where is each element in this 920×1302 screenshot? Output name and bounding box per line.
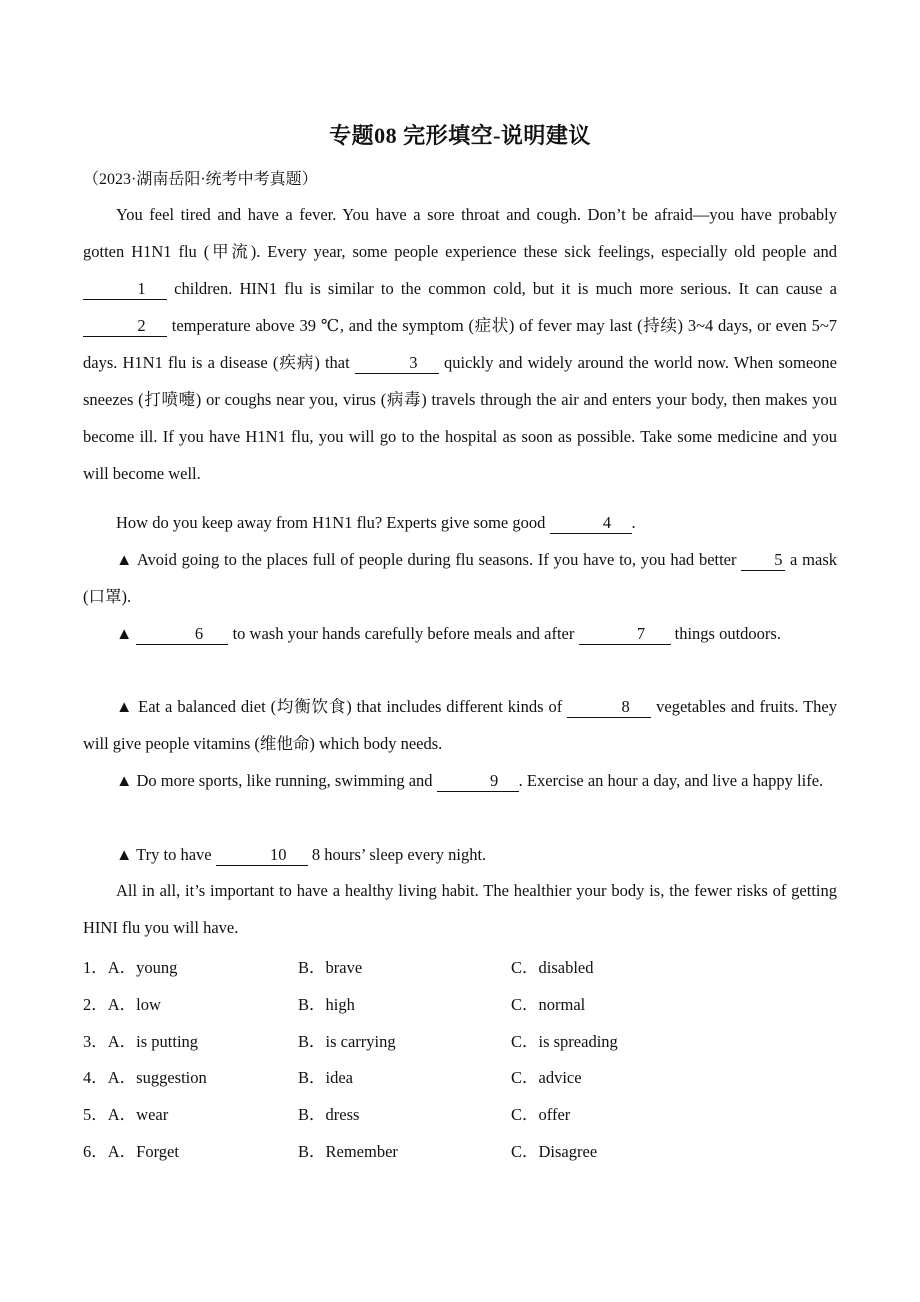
option-b: B．Remember bbox=[298, 1141, 398, 1161]
passage-paragraph-7: ▲ Try to have 10 8 hours’ sleep every night. bbox=[116, 845, 487, 864]
option-a: 2．A．low bbox=[83, 994, 161, 1014]
title-main: 完形填空-说明建议 bbox=[403, 123, 591, 148]
option-c: C．offer bbox=[511, 1105, 571, 1125]
blank-8: 8 bbox=[567, 698, 651, 718]
passage-paragraph-5: ▲ Eat a balanced diet (均衡饮食) that includes different kinds of 8 vegetables and fruits. They will give people vitamins (维他命) which body needs. bbox=[83, 697, 837, 753]
question-row bbox=[83, 1060, 837, 1097]
page-title bbox=[83, 119, 837, 150]
blank-9: 9 bbox=[437, 772, 519, 792]
option-b: B．high bbox=[298, 994, 355, 1014]
blank-6: 6 bbox=[136, 625, 228, 645]
question-row bbox=[83, 1097, 837, 1134]
option-c: C．disabled bbox=[511, 958, 594, 977]
passage-paragraph-8: All in all, it’s important to have a healthy living habit. The healthier your body is, the fewer risks of getting HINI flu you will have. bbox=[83, 881, 837, 937]
passage-paragraph-1: You feel tired and have a fever. You have a sore throat and cough. Don’t be afraid—you have probably gotten H1N1 flu (甲流). Every year, some people experience these sick feelings, especially old people and 1 children. HIN1 flu is similar to the common cold, but it is much more serious. It can cause a 2 temperature above 39 ℃, and the symptom (症状) of fever may last (持续) 3~4 days, or even 5~7 days. H1N1 flu is a disease (疾病) that 3 quickly and widely around the world now. When someone sneezes (打喷嚏) or coughs near you, virus (病毒) travels through the air and enters your body, then makes you become ill. If you have H1N1 flu, you will go to the hospital as soon as possible. Take some medicine and you will become well. bbox=[83, 205, 837, 483]
option-a: 5．A．wear bbox=[83, 1105, 169, 1125]
blank-2: 2 bbox=[83, 317, 167, 337]
option-c: C．is spreading bbox=[511, 1031, 618, 1051]
blank-7: 7 bbox=[579, 625, 671, 645]
question-source: （2023·湖南岳阳·统考中考真题） bbox=[83, 171, 318, 188]
option-a: 4．A．suggestion bbox=[83, 1068, 207, 1088]
blank-1: 1 bbox=[83, 280, 167, 300]
question-row bbox=[83, 950, 837, 987]
passage-paragraph-4: ▲ 6 to wash your hands carefully before meals and after 7 things outdoors. bbox=[116, 624, 781, 643]
question-row bbox=[83, 987, 837, 1024]
question-row bbox=[83, 1024, 837, 1061]
title-prefix: 专题 bbox=[329, 123, 375, 148]
option-a: 1．A．young bbox=[83, 958, 178, 977]
blank-3: 3 bbox=[355, 354, 439, 374]
option-b: B．dress bbox=[298, 1105, 360, 1125]
option-b: B．is carrying bbox=[298, 1031, 396, 1051]
blank-10: 10 bbox=[216, 846, 308, 866]
option-b: B．idea bbox=[298, 1068, 353, 1088]
question-options bbox=[83, 950, 837, 1171]
passage-paragraph-6: ▲ Do more sports, like running, swimming and 9 . Exercise an hour a day, and live a happy life. bbox=[116, 771, 824, 790]
option-a: 3．A．is putting bbox=[83, 1031, 199, 1051]
option-c: C．advice bbox=[511, 1068, 582, 1088]
title-number: 08 bbox=[374, 123, 398, 148]
option-b: B．brave bbox=[298, 958, 363, 977]
option-c: C．Disagree bbox=[511, 1141, 598, 1161]
question-row bbox=[83, 1134, 837, 1171]
option-a: 6．A．Forget bbox=[83, 1141, 179, 1161]
blank-4: 4 bbox=[550, 514, 632, 534]
option-c: C．normal bbox=[511, 994, 586, 1014]
blank-5: 5 bbox=[741, 551, 785, 571]
passage-paragraph-2: How do you keep away from H1N1 flu? Experts give some good 4 . bbox=[116, 513, 636, 532]
passage-paragraph-3: ▲ Avoid going to the places full of people during flu seasons. If you have to, you had better 5 a mask (口罩). bbox=[83, 550, 837, 606]
